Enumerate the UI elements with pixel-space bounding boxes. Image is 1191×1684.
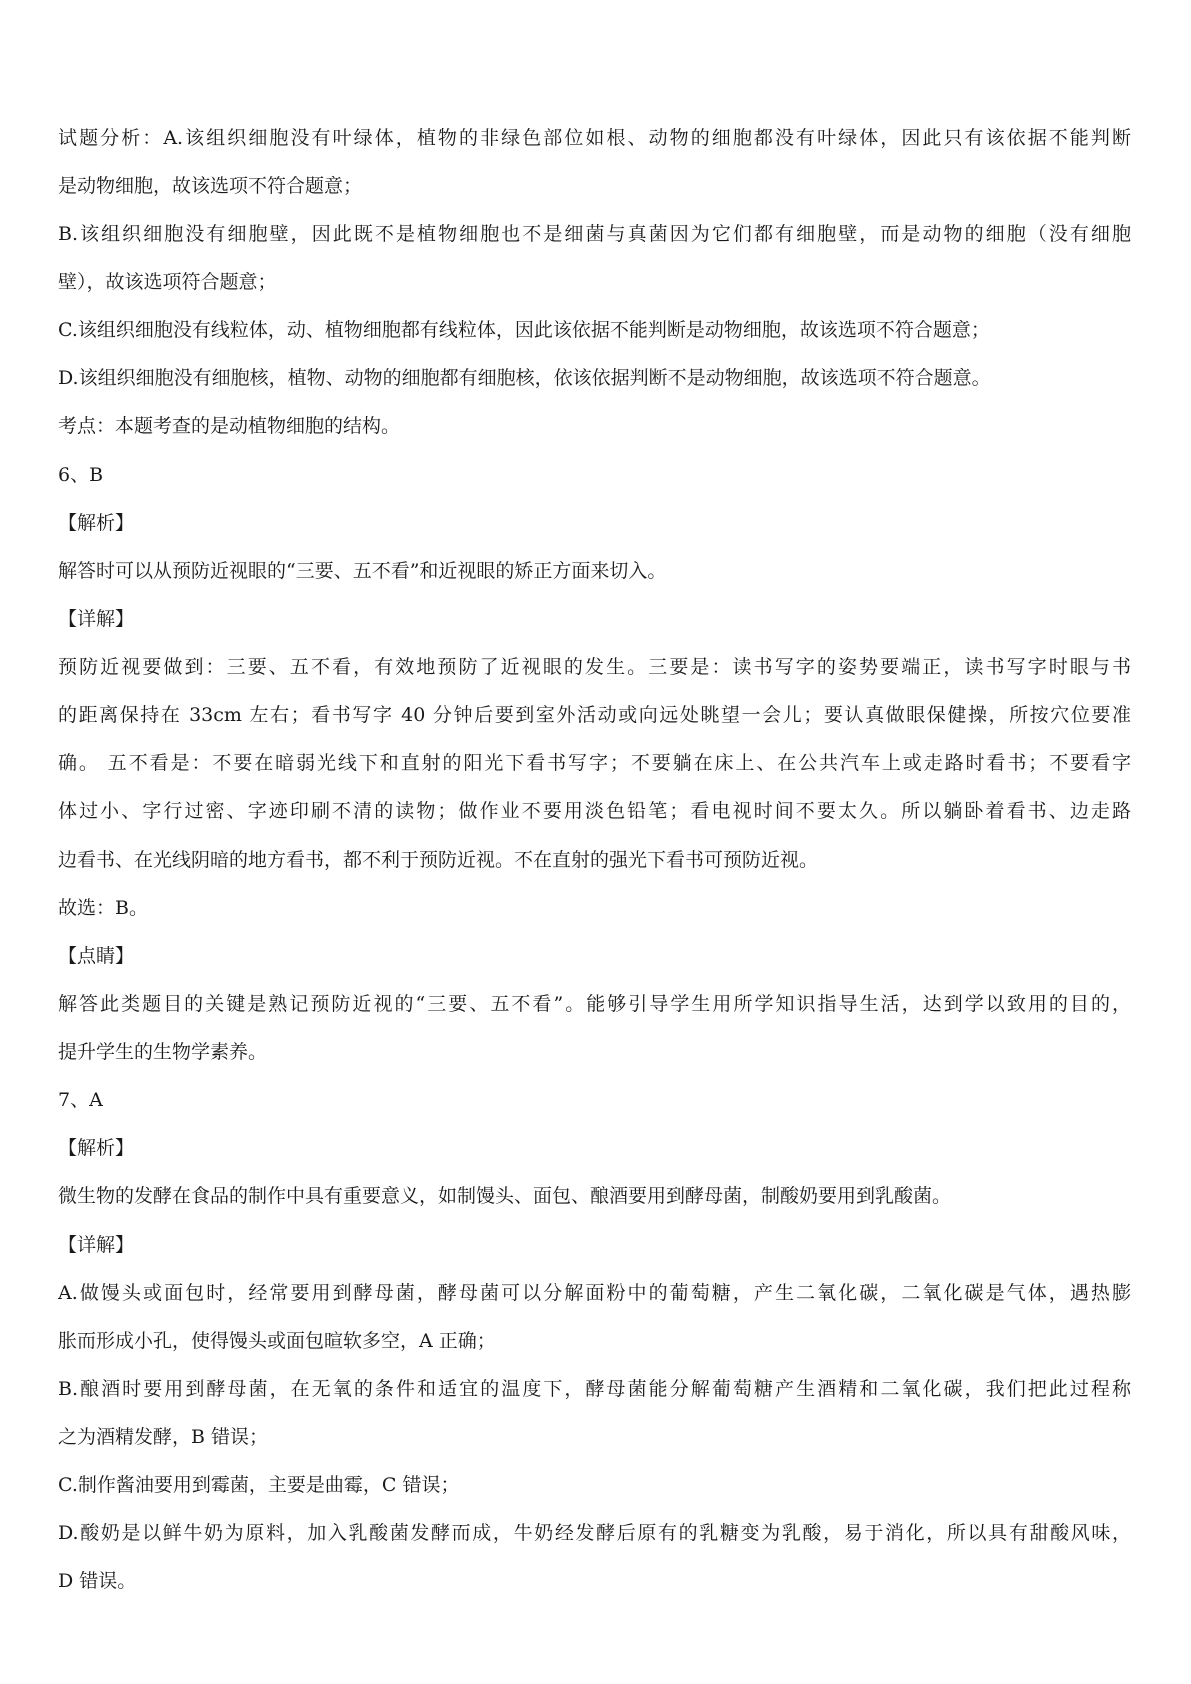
text-line: 之为酒精发酵，B 错误； <box>58 1426 269 1448</box>
text-line: C.制作酱油要用到霉菌，主要是曲霉，C 错误； <box>58 1474 460 1496</box>
section-heading: 【详解】 <box>58 608 135 630</box>
section-heading: 【解析】 <box>58 512 135 534</box>
text-line: 解答此类题目的关键是熟记预防近视的“三要、五不看”。能够引导学生用所学知识指导生活，达到学以致用的目的， <box>58 993 1131 1015</box>
question-number: 6、B <box>58 464 104 486</box>
section-heading: 【解析】 <box>58 1137 135 1159</box>
text-line: D.酸奶是以鲜牛奶为原料，加入乳酸菌发酵而成，牛奶经发酵后原有的乳糖变为乳酸，易于消化，所以具有甜酸风味， <box>58 1522 1131 1544</box>
text-line: 试题分析：A.该组织细胞没有叶绿体，植物的非绿色部位如根、动物的细胞都没有叶绿体，因此只有该依据不能判断 <box>58 127 1131 149</box>
text-line: 的距离保持在 33cm 左右；看书写字 40 分钟后要到室外活动或向远处眺望一会儿；要认真做眼保健操，所按穴位要准 <box>58 704 1131 726</box>
text-line: 体过小、字行过密、字迹印刷不清的读物；做作业不要用淡色铅笔；看电视时间不要太久。所以躺卧着看书、边走路 <box>58 800 1131 822</box>
text-line: 微生物的发酵在食品的制作中具有重要意义，如制馒头、面包、酿酒要用到酵母菌，制酸奶要用到乳酸菌。 <box>58 1185 952 1207</box>
text-line: C.该组织细胞没有线粒体，动、植物细胞都有线粒体，因此该依据不能判断是动物细胞，故该选项不符合题意； <box>58 319 990 341</box>
text-line: 胀而形成小孔，使得馒头或面包暄软多空，A 正确； <box>58 1330 496 1352</box>
text-line: 故选：B。 <box>58 897 148 919</box>
text-line: 考点：本题考查的是动植物细胞的结构。 <box>58 415 401 437</box>
section-heading: 【点睛】 <box>58 945 135 967</box>
question-number: 7、A <box>58 1089 103 1111</box>
text-line: 预防近视要做到：三要、五不看，有效地预防了近视眼的发生。三要是：读书写字的姿势要端正，读书写字时眼与书 <box>58 656 1131 678</box>
text-line: D 错误。 <box>58 1570 137 1592</box>
text-line: 是动物细胞，故该选项不符合题意； <box>58 175 363 197</box>
text-line: B.该组织细胞没有细胞壁，因此既不是植物细胞也不是细菌与真菌因为它们都有细胞壁，而是动物的细胞（没有细胞 <box>58 223 1131 245</box>
text-line: 解答时可以从预防近视眼的“三要、五不看”和近视眼的矫正方面来切入。 <box>58 560 667 582</box>
section-heading: 【详解】 <box>58 1234 135 1256</box>
text-line: B.酿酒时要用到酵母菌，在无氧的条件和适宜的温度下，酵母菌能分解葡萄糖产生酒精和二氧化碳，我们把此过程称 <box>58 1378 1131 1400</box>
text-line: D.该组织细胞没有细胞核，植物、动物的细胞都有细胞核，依该依据判断不是动物细胞，故该选项不符合题意。 <box>58 367 991 389</box>
text-line: A.做馒头或面包时，经常要用到酵母菌，酵母菌可以分解面粉中的葡萄糖，产生二氧化碳，二氧化碳是气体，遇热膨 <box>58 1282 1131 1304</box>
text-line: 确。 五不看是：不要在暗弱光线下和直射的阳光下看书写字；不要躺在床上、在公共汽车上或走路时看书；不要看字 <box>58 752 1131 774</box>
text-line: 提升学生的生物学素养。 <box>58 1041 268 1063</box>
text-line: 边看书、在光线阴暗的地方看书，都不利于预防近视。不在直射的强光下看书可预防近视。 <box>58 849 819 871</box>
text-line: 壁），故该选项符合题意； <box>58 271 277 293</box>
